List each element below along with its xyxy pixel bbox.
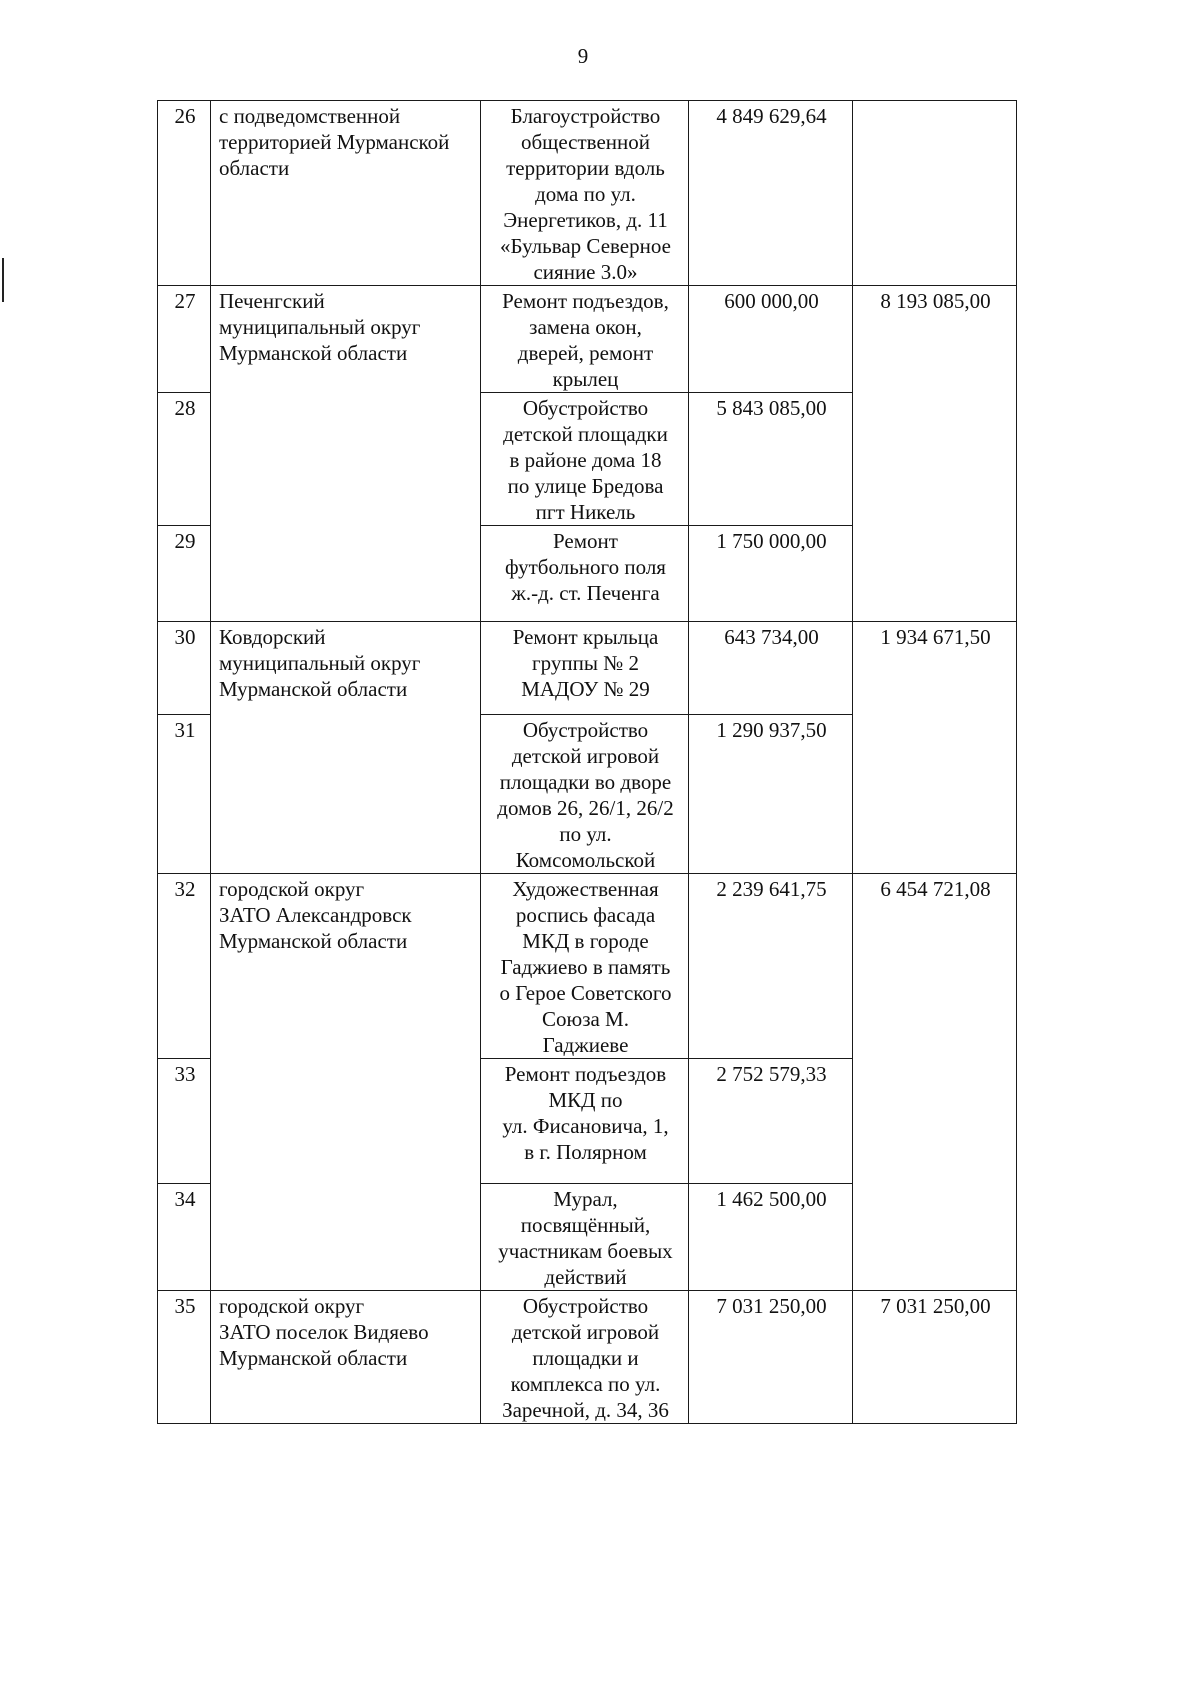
amount-cell: 1 290 937,50	[689, 715, 853, 874]
amount-cell: 643 734,00	[689, 622, 853, 715]
row-number: 30	[158, 622, 211, 715]
work-cell	[481, 715, 689, 874]
work-description: Обустройство детской площадки в районе дома 18 по улице Бредова пгт Никель	[503, 396, 668, 524]
row-number: 35	[158, 1291, 211, 1424]
work-cell	[481, 622, 689, 715]
work-description: Благоустройство общественной территории вдоль дома по ул. Энергетиков, д. 11 «Бульвар Северное сияние 3.0»	[500, 104, 671, 284]
total-cell: 1 934 671,50	[853, 622, 1017, 874]
work-cell	[481, 101, 689, 286]
organization-name: с подведомственной территорией Мурманской области	[219, 104, 450, 180]
page-number: 9	[577, 44, 589, 68]
table-row	[158, 286, 1017, 393]
table-row	[158, 1291, 1017, 1424]
work-description: Художественная роспись фасада МКД в городе Гаджиево в память о Герое Советского Союза М. Гаджиеве	[499, 877, 672, 1057]
amount-cell: 2 239 641,75	[689, 874, 853, 1059]
work-cell	[481, 874, 689, 1059]
amount-cell: 4 849 629,64	[689, 101, 853, 286]
work-description: Обустройство детской игровой площадки и комплекса по ул. Заречной, д. 34, 36	[502, 1294, 669, 1422]
work-cell	[481, 393, 689, 526]
work-description: Обустройство детской игровой площадки во дворе домов 26, 26/1, 26/2 по ул. Комсомольской	[497, 718, 674, 872]
work-description: Ремонт футбольного поля ж.-д. ст. Печенга	[505, 529, 666, 605]
subsidy-table	[157, 100, 1017, 1424]
row-number: 27	[158, 286, 211, 393]
amount-cell: 5 843 085,00	[689, 393, 853, 526]
organization-name: городской округ ЗАТО поселок Видяево Мурманской области	[219, 1294, 429, 1370]
organization-name: городской округ ЗАТО Александровск Мурманской области	[219, 877, 412, 953]
work-description: Мурал, посвящённый, участникам боевых действий	[498, 1187, 673, 1289]
table-row	[158, 874, 1017, 1059]
amount-cell: 2 752 579,33	[689, 1059, 853, 1184]
amount-cell: 600 000,00	[689, 286, 853, 393]
amount-cell: 7 031 250,00	[689, 1291, 853, 1424]
work-description: Ремонт крыльца группы № 2 МАДОУ № 29	[512, 625, 659, 701]
work-cell	[481, 1291, 689, 1424]
amount-cell: 1 750 000,00	[689, 526, 853, 622]
margin-mark	[2, 258, 4, 302]
total-cell: 8 193 085,00	[853, 286, 1017, 622]
row-number: 29	[158, 526, 211, 622]
organization-cell	[211, 622, 481, 874]
work-description: Ремонт подъездов МКД по ул. Фисановича, 1, в г. Полярном	[502, 1062, 669, 1164]
row-number: 34	[158, 1184, 211, 1291]
work-description: Ремонт подъездов, замена окон, дверей, ремонт крылец	[502, 289, 669, 391]
total-cell: 6 454 721,08	[853, 874, 1017, 1291]
table-row	[158, 622, 1017, 715]
organization-cell	[211, 286, 481, 622]
row-number: 26	[158, 101, 211, 286]
organization-cell	[211, 874, 481, 1291]
organization-name: Печенгский муниципальный округ Мурманской области	[219, 289, 421, 365]
organization-name: Ковдорский муниципальный округ Мурманской области	[219, 625, 421, 701]
work-cell	[481, 286, 689, 393]
organization-cell	[211, 1291, 481, 1424]
work-cell	[481, 526, 689, 622]
work-cell	[481, 1184, 689, 1291]
work-cell	[481, 1059, 689, 1184]
total-cell: 7 031 250,00	[853, 1291, 1017, 1424]
row-number: 31	[158, 715, 211, 874]
total-cell	[853, 101, 1017, 286]
row-number: 28	[158, 393, 211, 526]
amount-cell: 1 462 500,00	[689, 1184, 853, 1291]
organization-cell	[211, 101, 481, 286]
table-row	[158, 101, 1017, 286]
row-number: 33	[158, 1059, 211, 1184]
row-number: 32	[158, 874, 211, 1059]
